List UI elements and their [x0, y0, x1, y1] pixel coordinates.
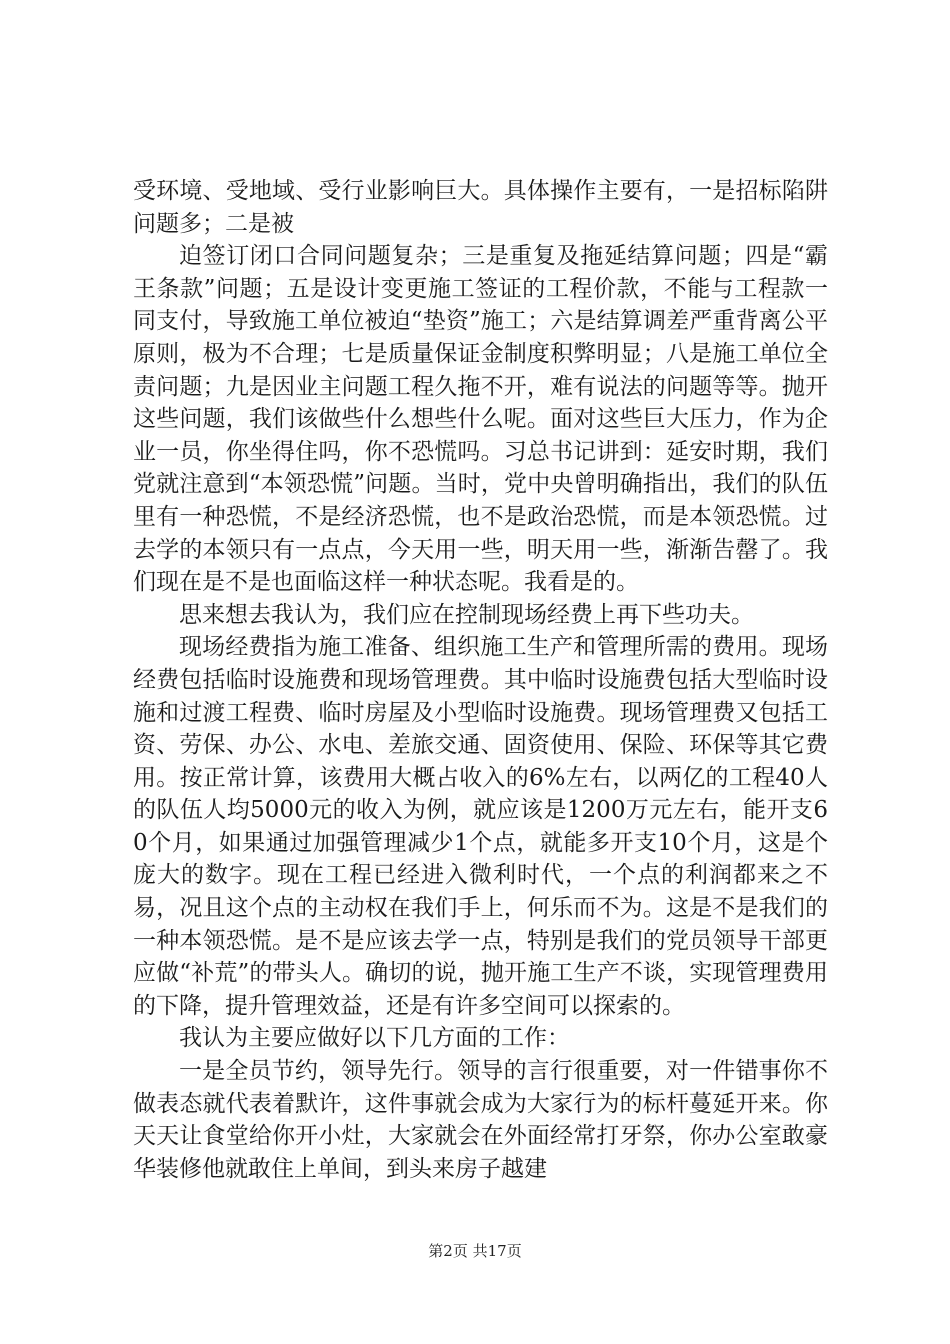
document-body: [133, 175, 828, 1185]
paragraph-3: 思来想去我认为，我们应在控制现场经费上再下些功夫。: [179, 601, 754, 628]
paragraph-6: 一是全员节约，领导先行。领导的言行很重要，对一件错事你不做表态就代表着默许，这件事就会成为大家行为的标杆蔓延开来。你天天让食堂给你开小灶，大家就会在外面经常打牙祭，你办公室敢豪华装修他就敢住上单间，到头来房子越建: [133, 1058, 828, 1182]
page-number-footer: 第2页 共17页: [428, 1242, 522, 1260]
paragraph-4: 现场经费指为施工准备、组织施工生产和管理所需的费用。现场经费包括临时设施费和现场管理费。其中临时设施费包括大型临时设施和过渡工程费、临时房屋及小型临时设施费。现场管理费又包括工资、劳保、办公、水电、差旅交通、固资使用、保险、环保等其它费用。按正常计算，该费用大概占收入的6%左右，以两亿的工程40人的队伍人均5000元的收入为例，就应该是1200万元左右，能开支60个月，如果通过加强管理减少1个点，就能多开支10个月，这是个庞大的数字。现在工程已经进入微利时代，一个点的利润都来之不易，况且这个点的主动权在我们手上，何乐而不为。这是不是我们的一种本领恐慌。是不是应该去学一点，特别是我们的党员领导干部更应做“补荒”的带头人。确切的说，抛开施工生产不谈，实现管理费用的下降，提升管理效益，还是有许多空间可以探索的。: [133, 634, 828, 1019]
paragraph-2: 迫签订闭口合同问题复杂；三是重复及拖延结算问题；四是“霸王条款”问题；五是设计变更施工签证的工程价款，不能与工程款一同支付，导致施工单位被迫“垫资”施工；六是结算调差严重背离公平原则，极为不合理；七是质量保证金制度积弊明显；八是施工单位全责问题；九是因业主问题工程久拖不开，难有说法的问题等等。抛开这些问题，我们该做些什么想些什么呢。面对这些巨大压力，作为企业一员，你坐得住吗，你不恐慌吗。习总书记讲到：延安时期，我们党就注意到“本领恐慌”问题。当时，党中央曾明确指出，我们的队伍里有一种恐慌，不是经济恐慌，也不是政治恐慌，而是本领恐慌。过去学的本领只有一点点，今天用一些，明天用一些，渐渐告罄了。我们现在是不是也面临这样一种状态呢。我看是的。: [133, 243, 828, 596]
paragraph-5: 我认为主要应做好以下几方面的工作：: [179, 1025, 570, 1052]
paragraph-1: 受环境、受地域、受行业影响巨大。具体操作主要有，一是招标陷阱问题多；二是被: [133, 178, 828, 237]
